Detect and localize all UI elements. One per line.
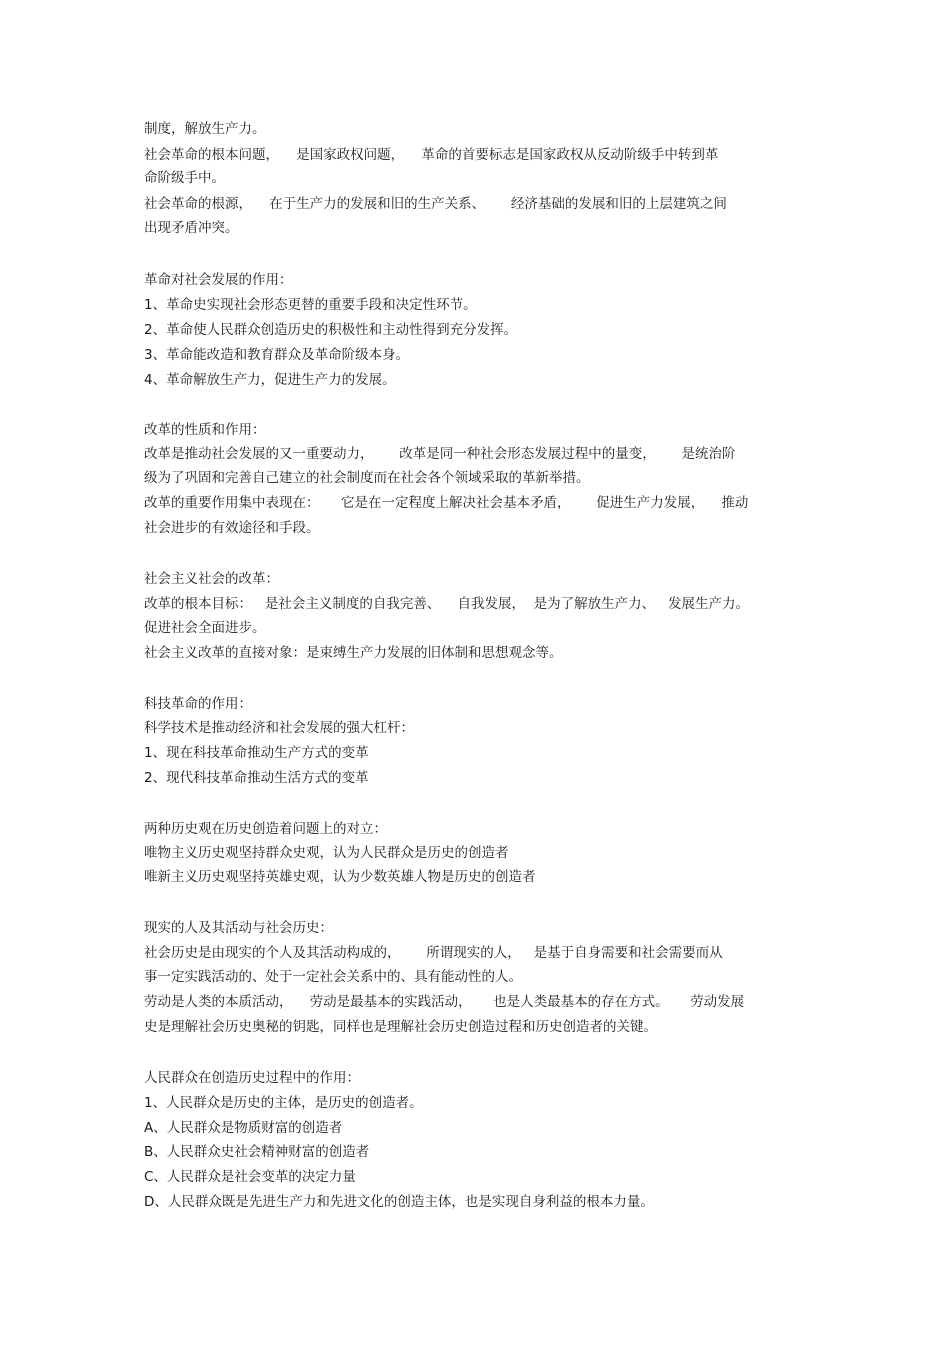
text-line: 改革是推动社会发展的又一重要动力， 改革是同一种社会形态发展过程中的量变， 是统治阶 <box>144 446 736 462</box>
text-line: 社会革命的根源， 在于生产力的发展和旧的生产关系、 经济基础的发展和旧的上层建筑之间 <box>144 196 727 212</box>
section-heading: 革命对社会发展的作用： <box>144 272 293 288</box>
list-item: 4、革命解放生产力，促进生产力的发展。 <box>144 372 396 388</box>
list-item: 1、人民群众是历史的主体，是历史的创造者。 <box>144 1095 423 1111</box>
text-line: 社会进步的有效途径和手段。 <box>144 520 320 536</box>
section-heading: 现实的人及其活动与社会历史： <box>144 920 333 936</box>
list-item: A、人民群众是物质财富的创造者 <box>144 1120 343 1136</box>
section-heading: 人民群众在创造历史过程中的作用： <box>144 1070 360 1086</box>
text-line: 促进社会全面进步。 <box>144 620 266 636</box>
text-line: 唯物主义历史观坚持群众史观，认为人民群众是历史的创造者 <box>144 845 509 861</box>
text-line: 社会主义改革的直接对象：是束缚生产力发展的旧体制和思想观念等。 <box>144 645 563 661</box>
text-line: 社会历史是由现实的个人及其活动构成的， 所谓现实的人， 是基于自身需要和社会需要而从 <box>144 945 723 961</box>
list-item: C、人民群众是社会变革的决定力量 <box>144 1169 356 1185</box>
section-heading: 社会主义社会的改革： <box>144 571 279 587</box>
text-line: 社会革命的根本问题， 是国家政权问题， 革命的首要标志是国家政权从反动阶级手中转到革 <box>144 147 719 163</box>
section-heading: 两种历史观在历史创造着问题上的对立： <box>144 821 387 837</box>
text-line: 改革的重要作用集中表现在： 它是在一定程度上解决社会基本矛盾， 促进生产力发展， 推动 <box>144 495 749 511</box>
text-line: 事一定实践活动的、处于一定社会关系中的、具有能动性的人。 <box>144 969 522 985</box>
text-line: 科学技术是推动经济和社会发展的强大杠杆： <box>144 720 414 736</box>
text-line: 改革的根本目标： 是社会主义制度的自我完善、 自我发展， 是为了解放生产力、 发展生产力。 <box>144 596 749 612</box>
text-line: 唯新主义历史观坚持英雄史观，认为少数英雄人物是历史的创造者 <box>144 869 536 885</box>
list-item: 3、革命能改造和教育群众及革命阶级本身。 <box>144 347 410 363</box>
text-line: 史是理解社会历史奥秘的钥匙，同样也是理解社会历史创造过程和历史创造者的关键。 <box>144 1019 657 1035</box>
list-item: 2、革命使人民群众创造历史的积极性和主动性得到充分发挥。 <box>144 322 518 338</box>
list-item: 2、现代科技革命推动生活方式的变革 <box>144 770 369 786</box>
list-item: 1、现在科技革命推动生产方式的变革 <box>144 745 369 761</box>
list-item: D、人民群众既是先进生产力和先进文化的创造主体，也是实现自身利益的根本力量。 <box>144 1194 654 1210</box>
text-line: 劳动是人类的本质活动， 劳动是最基本的实践活动， 也是人类最基本的存在方式。 劳动发展 <box>144 994 745 1010</box>
list-item: B、人民群众史社会精神财富的创造者 <box>144 1144 370 1160</box>
text-line: 命阶级手中。 <box>144 170 225 186</box>
text-line: 级为了巩固和完善自己建立的社会制度而在社会各个领域采取的革新举措。 <box>144 470 590 486</box>
list-item: 1、革命史实现社会形态更替的重要手段和决定性环节。 <box>144 297 477 313</box>
section-heading: 改革的性质和作用： <box>144 422 266 438</box>
text-line: 制度，解放生产力。 <box>144 121 266 137</box>
text-line: 出现矛盾冲突。 <box>144 220 239 236</box>
section-heading: 科技革命的作用： <box>144 696 252 712</box>
